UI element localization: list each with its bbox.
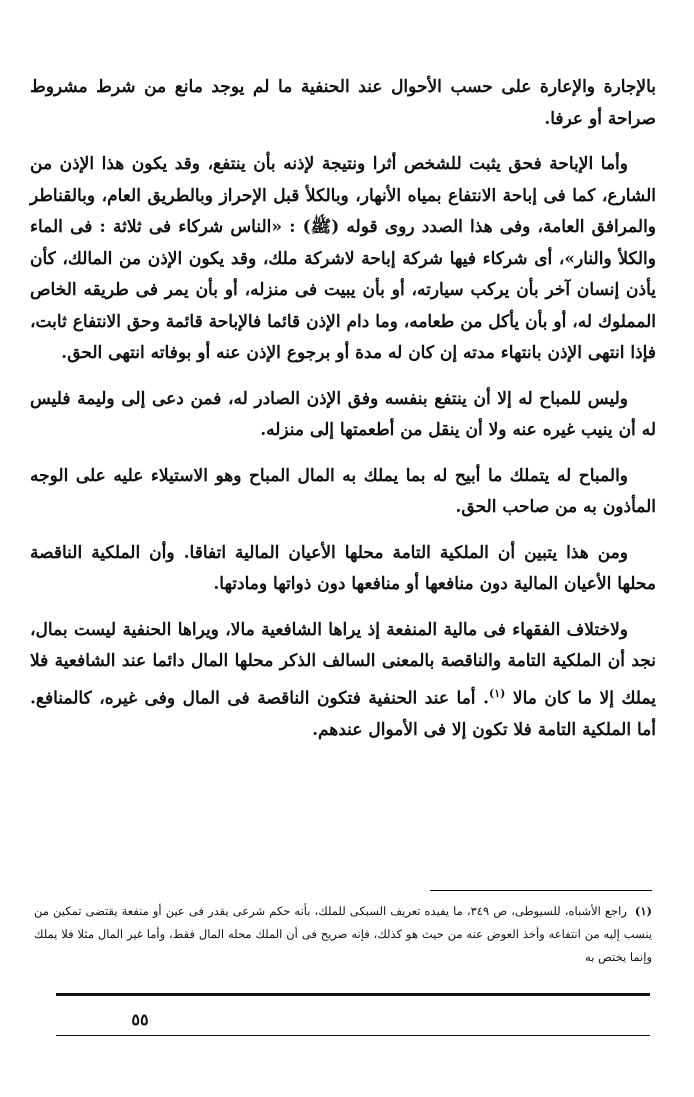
paragraph-3: وليس للمباح له إلا أن ينتفع بنفسه وفق الإذن الصادر له، فمن دعى إلى وليمة فليس له أن ينيب غيره عنه ولا أن ينقل من أطعمتها إلى منزله.: [30, 388, 656, 440]
main-text: [30, 72, 656, 760]
footnote: [34, 900, 652, 969]
paragraph-4: والمباح له يتملك ما أبيح له بما يملك به المال المباح وهو الاستيلاء عليه على الوجه المأذون به من صاحب الحق.: [30, 465, 656, 517]
paragraph-6: [30, 615, 656, 747]
footnote-number: (١): [634, 904, 652, 918]
paragraph-6-start: ولاختلاف الفقهاء فى مالية المنفعة إذ يراها الشافعية مالا، ويراها الحنفية ليست بمال، نجد أن الملكية التامة والناقصة بالمعنى السالف الذكر محلها المال دائما عند الشافعية فلا يملك إلا ما كان مالا: [30, 619, 656, 709]
bottom-rule-thick: [56, 993, 650, 996]
bottom-rule-thin: [56, 1035, 650, 1036]
footnote-reference: (١): [488, 686, 506, 700]
page-number: ٥٥: [131, 1010, 149, 1029]
paragraph-6-end: . أما عند الحنفية فتكون الناقصة فى المال وفى غيره، كالمنافع. أما الملكية التامة فلا تكون إلا فى الأموال عندهم.: [30, 688, 656, 740]
footnote-text: راجع الأشباه، للسيوطى، ص ٣٤٩، ما يفيده تعريف السبكى للملك، بأنه حكم شرعى يقدر فى عين أو منفعة يقتضى تمكين من ينسب إليه من انتفاعه وأخذ العوض عنه من حيث هو كذلك، فإنه صريح فى أن الملك محله المال فقط، وأما غير المال مثلا فلا يملك وإنما يختص به: [34, 904, 652, 964]
paragraph-5: ومن هذا يتبين أن الملكية التامة محلها الأعيان المالية اتفاقا. وأن الملكية الناقصة محلها الأعيان المالية دون منافعها أو منافعها دون ذواتها ومادتها.: [30, 542, 656, 594]
footnote-separator: [430, 890, 652, 891]
paragraph-2: وأما الإباحة فحق يثبت للشخص أثرا ونتيجة لإذنه بأن ينتفع، وقد يكون هذا الإذن من الشارع، كما فى إباحة الانتفاع بمياه الأنهار، وبالكلأ قبل الإحراز وبالطريق العام، وبالقناطر والمرافق العامة، وفى هذا الصدد روى قوله (ﷺ) : «الناس شركاء فى ثلاثة : فى الماء والكلأ والنار»، أى شركاء فيها شركة إباحة لاشركة ملك، وقد يكون الإذن من المالك، كأن يأذن إنسان آخر بأن يركب سيارته، أو بأن يبيت فى منزله، أو بأن يمر فى طريقه الخاص المملوك له، أو بأن يأكل من طعامه، وما دام الإذن قائما فالإباحة قائمة وحق الانتفاع ثابت، فإذا انتهى الإذن بانتهاء مدته إن كان له مدة أو برجوع الإذن عنه أو بوفاته انتهى الحق.: [30, 154, 656, 363]
paragraph-1: بالإجارة والإعارة على حسب الأحوال عند الحنفية ما لم يوجد مانع من شرط مشروط صراحة أو عرفا.: [30, 77, 656, 129]
